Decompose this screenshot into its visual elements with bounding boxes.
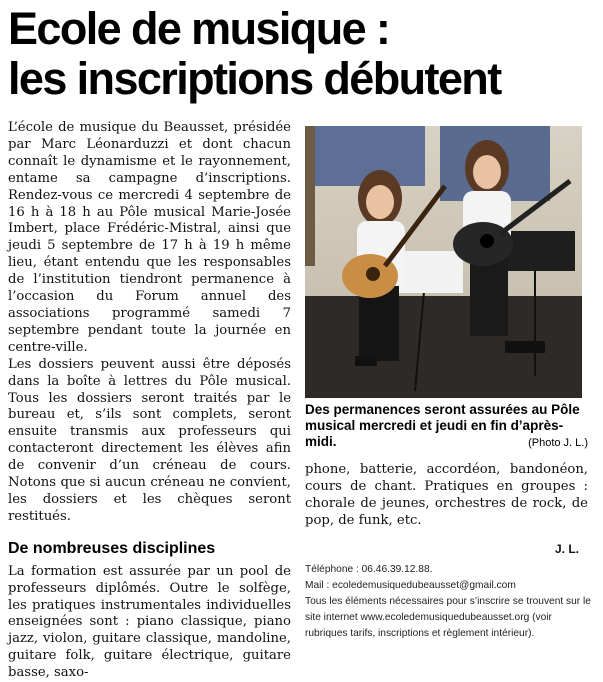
right-column (305, 462, 588, 530)
photo-illustration (305, 126, 582, 398)
article-photo (305, 126, 582, 398)
paragraph-3-left: La formation est assurée par un pool de professeurs diplômés. Outre le solfège, les pratiques instrumentales individuelles enseignées sont : piano classique, piano jazz, violon, guitare classique, mandoline, guitare folk, guitare électrique, guitare basse, saxo- (8, 563, 291, 681)
paragraph-2: Les dossiers peuvent aussi être déposés dans la boîte à lettres du Pôle musical. Tous les dossiers seront traités par le bureau et, s’ils sont complets, seront ensuite transmis aux professeurs qui contacteront directement les élèves afin de convenir d’un créneau de cours. Notons que si aucun créneau ne convient, les dossiers et les chèques seront restitués. (8, 356, 291, 524)
headline-line-2: les inscriptions débutent (8, 53, 501, 104)
photo-caption (305, 402, 588, 451)
info-details: Tous les éléments nécessaires pour s’inscrire se trouvent sur le site internet www.ecoledemusiquedubeausset.org (voir rubriques tarifs, inscriptions et règlement intérieur). (305, 596, 591, 639)
info-mail: Mail : ecoledemusiquedubeausset@gmail.com (305, 580, 516, 591)
info-phone: Téléphone : 06.46.39.12.88. (305, 564, 433, 575)
headline-line-1: Ecole de musique : (8, 3, 390, 54)
paragraph-1: L’école de musique du Beausset, présidée par Marc Léonarduzzi et dont chacun connaît le dynamisme et le rayonnement, entame sa campagne d’inscriptions. Rendez-vous ce mercredi 4 septembre de 16 h à 18 h au Pôle musical Marie-Josée Imbert, place Frédéric-Mistral, ainsi que jeudi 5 septembre de 17 h à 19 h même lieu, étant entendu que les responsables de l’institution tiendront permanence à l’occasion du Forum annuel des associations programmé samedi 7 septembre pendant toute la journée en centre-ville. (8, 120, 291, 355)
left-column (8, 120, 291, 682)
author-signature: J. L. (555, 542, 580, 556)
headline (8, 4, 598, 104)
paragraph-3-right: phone, batterie, accordéon, bandonéon, cours de chant. Pratiques en groupes : chorale de jeunes, orchestres de rock, de pop, de funk, etc. (305, 462, 588, 528)
info-box (305, 562, 595, 642)
photo-credit: (Photo J. L.) (528, 437, 588, 449)
caption-text: Des permanences seront assurées au Pôle musical mercredi et jeudi en fin d’après-midi. (305, 402, 580, 449)
subheading: De nombreuses disciplines (8, 539, 216, 557)
